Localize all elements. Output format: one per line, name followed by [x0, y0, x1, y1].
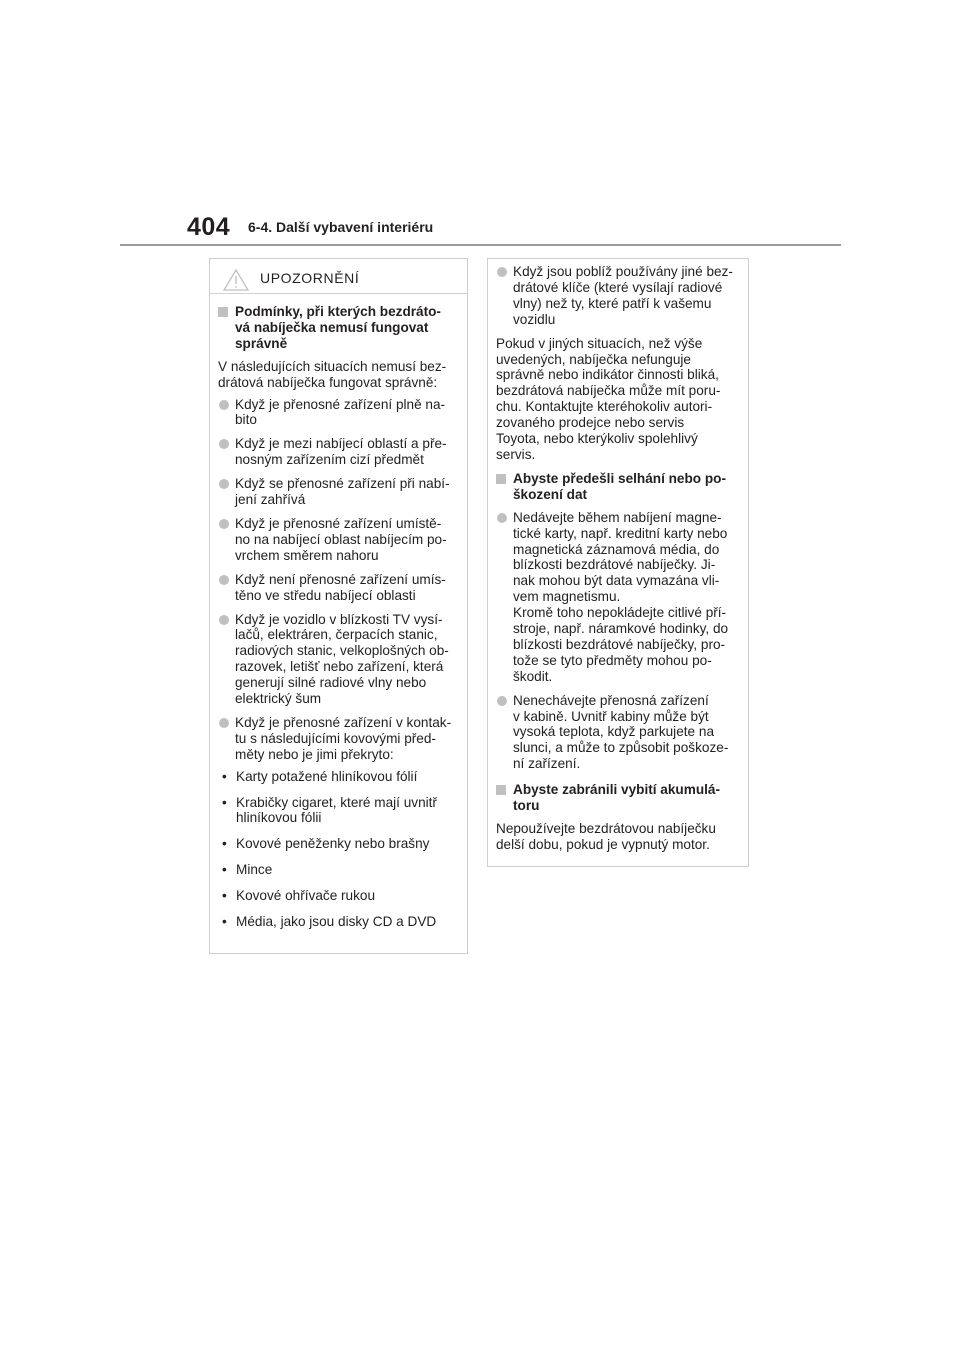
list-item: Když je přenosné zařízení v kontak- tu s následujícími kovovými před- měty nebo je jimi překryto: — [218, 715, 459, 763]
list-item: Když je přenosné zařízení umístě- no na nabíjecí oblast nabíjecím po- vrchem směrem nahoru — [218, 516, 459, 564]
list-item: Když se přenosné zařízení při nabí- jení zahřívá — [218, 476, 459, 508]
intro-paragraph: V následujících situacích nemusí bez- drátová nabíječka fungovat správně: — [218, 358, 447, 390]
heading-battery: Abyste zabránili vybití akumulá- toru — [496, 782, 740, 814]
list-item: Nedávejte během nabíjení magne- tické karty, např. kreditní karty nebo magnetická záznamová média, do blízkosti bezdrátové nabíječky. Ji- nak mohou být data vymazána vli- vem magnetismu. Kromě toho nepokládejte citlivé pří- stroje, např. náramkové hodinky, do blízkosti bezdrátové nabíječky, pro- tože se tyto předměty mohou po- škodit. — [496, 510, 740, 685]
warning-box-left — [209, 258, 468, 954]
sub-list-item: • Karty potažené hliníkovou fólií — [218, 769, 459, 785]
heading-data-protection: Abyste předešli selhání nebo po- škození dat — [496, 471, 740, 503]
list-item: Když je mezi nabíjecí oblastí a pře- nosným zařízením cizí předmět — [218, 436, 459, 468]
list-item: Nenechávejte přenosná zařízení v kabině. Uvnitř kabiny může být vysoká teplota, když parkujete na slunci, a může to způsobit poškoze- ní zařízení. — [496, 693, 740, 773]
sub-list-item: • Média, jako jsou disky CD a DVD — [218, 914, 459, 930]
sub-list-item: • Mince — [218, 862, 459, 878]
header-divider — [120, 244, 841, 246]
page-number: 404 — [187, 213, 231, 241]
warning-header — [210, 265, 467, 294]
warning-box-right — [487, 258, 749, 867]
sub-list-item: • Kovové peněženky nebo brašny — [218, 836, 459, 852]
info-paragraph: Pokud v jiných situacích, než výše uvedených, nabíječka nefunguje správně nebo indikátor činnosti bliká, bezdrátová nabíječka může mít poru- chu. Kontaktujte kteréhokoliv autori- zovaného prodejce nebo servis Toyota, nebo kterýkoliv spolehlivý servis. — [496, 335, 721, 462]
section-title: 6-4. Další vybavení interiéru — [248, 219, 434, 235]
sub-list-item: • Krabičky cigaret, které mají uvnitř hliníkovou fólii — [218, 795, 459, 827]
page-header — [0, 0, 960, 250]
list-item: Když jsou poblíž používány jiné bez- drátové klíče (které vysílají radiové vlny) než ty, které patří k vašemu vozidlu — [496, 264, 740, 328]
heading-conditions: Podmínky, při kterých bezdráto- vá nabíječka nemusí fungovat správně — [218, 304, 459, 352]
sub-list-item: • Kovové ohřívače rukou — [218, 888, 459, 904]
list-item: Když je vozidlo v blízkosti TV vysí- lačů, elektráren, čerpacích stanic, radiových stanic, velkoplošných ob- razovek, letišť nebo zařízení, která generují silné radiové vlny nebo elektrický šum — [218, 612, 459, 707]
list-item: Když je přenosné zařízení plně na- bito — [218, 397, 459, 429]
list-item: Když není přenosné zařízení umís- těno ve středu nabíjecí oblasti — [218, 572, 459, 604]
battery-paragraph: Nepoužívejte bezdrátovou nabíječku delší dobu, pokud je vypnutý motor. — [496, 821, 716, 852]
warning-triangle-icon — [223, 269, 249, 291]
warning-title: UPOZORNĚNÍ — [260, 270, 360, 286]
